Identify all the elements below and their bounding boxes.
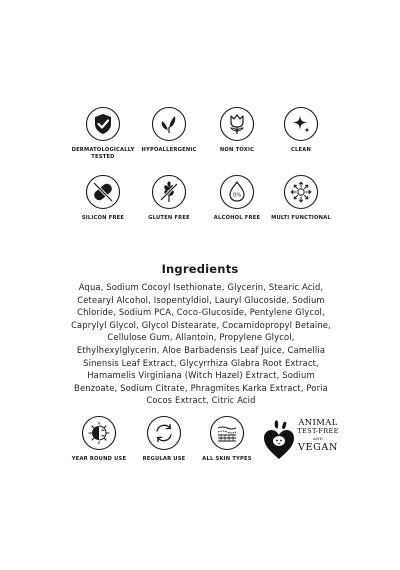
ingredients-list: Aqua, Sodium Cocoyl Isethionate, Glycerin, Stearic Acid, Cetearyl Alcohol, Isopentyldiol, Lauryl Glucoside, Sodium Chloride, Sodium PCA, Coco-Glucoside, Pentylene Glycol, Caprylyl Glycol, Glycol Distearate, Cocamidopropyl Betaine, Cellulose Gum, Allantoin, Propylene Glycol, Ethylhexylglycerin, Aloe Barbadensis Leaf Juice, Camellia Sinensis Leaf Extract, Glycyrrhiza Glabra Root Extract, Hamamelis Virginiana (Witch Hazel) Extract, Sodium Benzoate, Sodium Citrate, Phragmites Karka Extract, Poria Cocos Extract, Citric Acid [71,282,331,406]
vegan-line-2: TEST-FREE [297,427,339,435]
badge-label: ALL SKIN TYPES [202,456,252,462]
vegan-line-1: ANIMAL [298,417,338,427]
badge-label: MULTI FUNCTIONAL [271,215,331,221]
vegan-line-4: VEGAN [298,442,338,453]
sparkles-icon [251,106,351,142]
badge-label: DERMATOLOGICALLY TESTED [71,147,135,161]
badge-label: CLEAN [290,147,311,153]
badge-label: SILICON FREE [81,215,125,221]
badge-label: GLUTEN FREE [148,215,190,221]
ingredients-title: Ingredients [161,262,239,276]
badge-label: NON TOXIC [219,147,255,153]
badge-label: YEAR ROUND USE [71,456,127,462]
multi-arrows-icon [251,174,351,210]
vegan-badge-text [292,417,344,453]
badge-label: REGULAR USE [142,456,186,462]
badge-label: HYPOALLERGENIC [141,147,197,153]
badge-clean [251,106,351,154]
badge-multi-functional [251,174,351,222]
vegan-line-3: AND [312,436,324,441]
vegan-badge [262,415,342,475]
badge-label: ALCOHOL FREE [213,215,261,221]
drop-text: 0% [232,192,242,199]
